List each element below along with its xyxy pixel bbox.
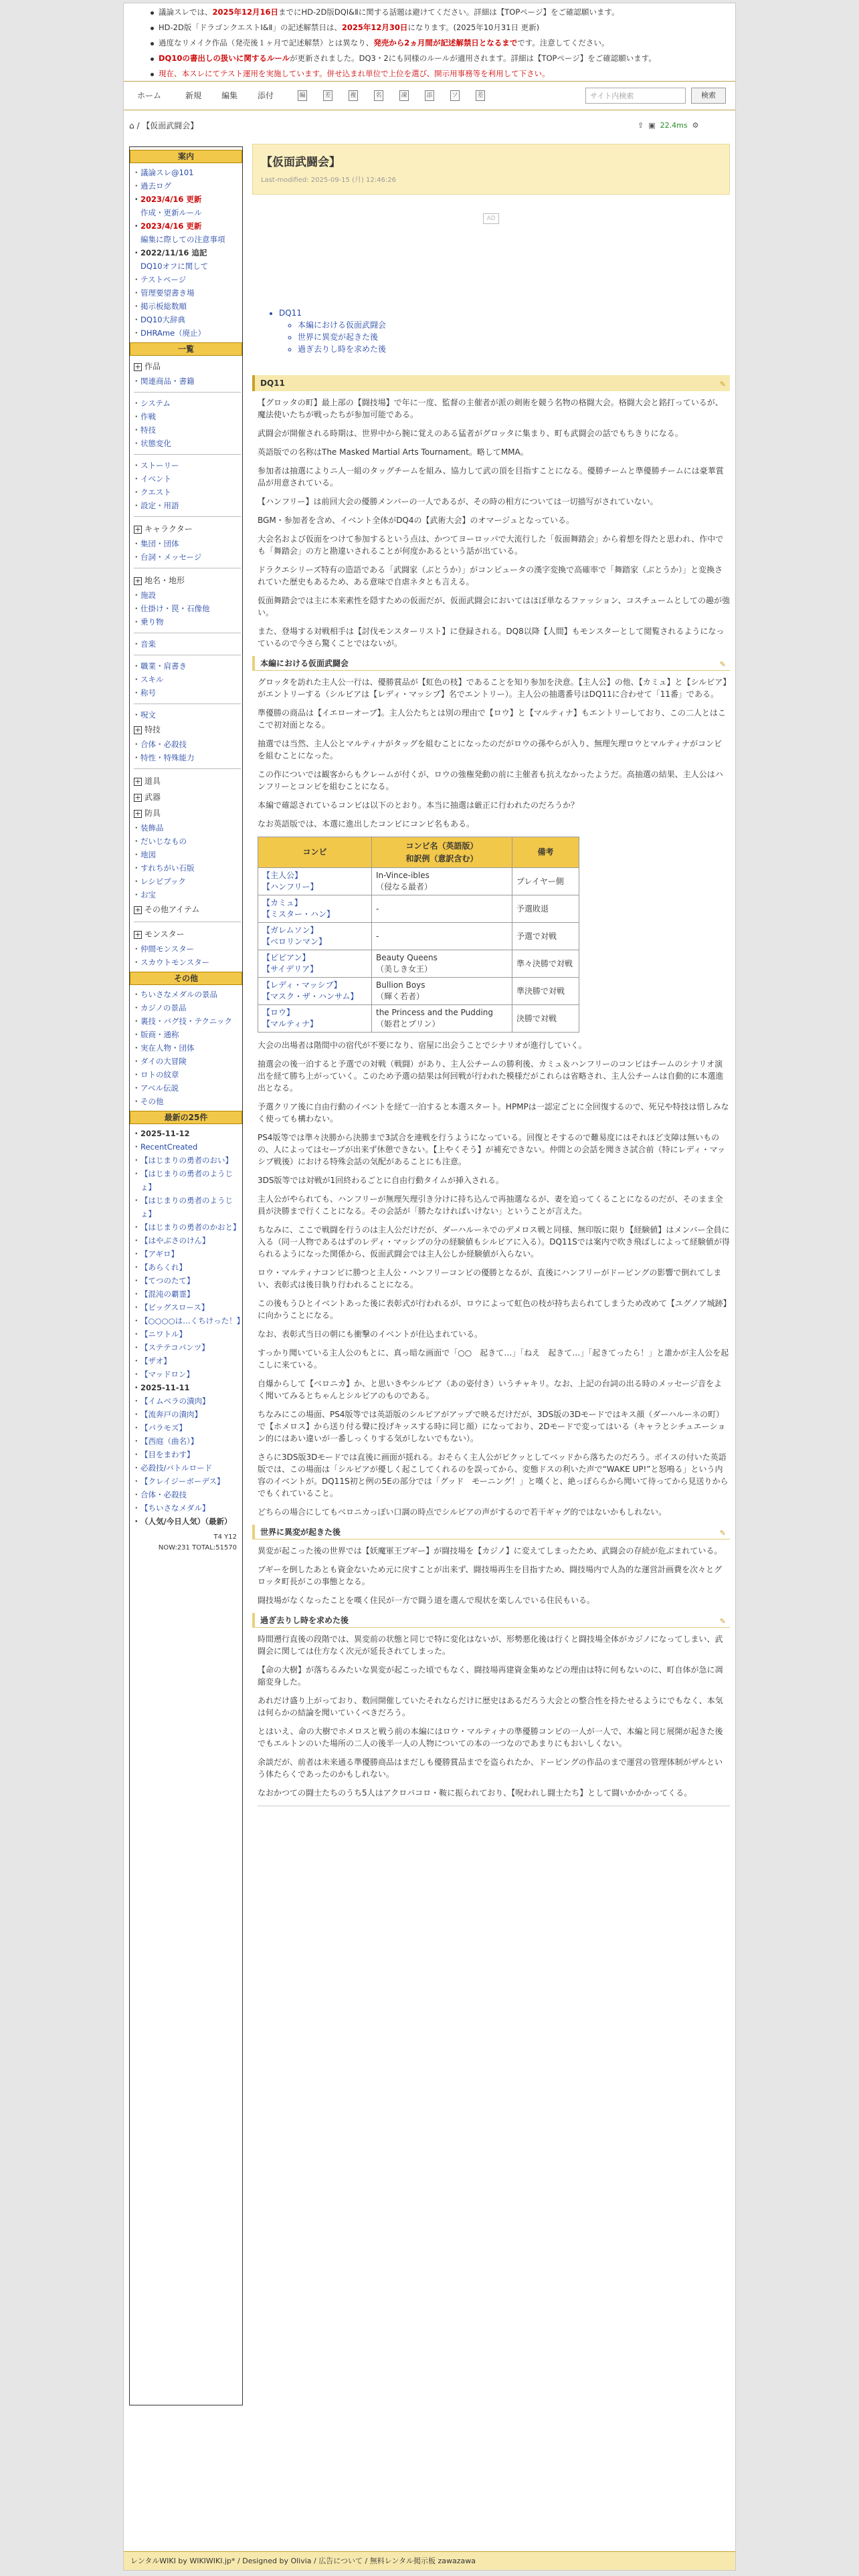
sidebar-item[interactable]: ・ 【はじまりの勇者のかおと】 [132,1220,242,1234]
gear-icon[interactable]: ⚙ [692,121,699,130]
announcement-text: までにHD-2D版DQⅠ&Ⅱに関する話題は避けてください。詳細は【TOPページ】をご確認願います。 [278,7,619,17]
sidebar-item: ・ 2023/4/16 更新 [132,193,242,206]
sidebar-item[interactable]: ・ その他 [132,1095,242,1108]
sidebar-item: ・ 2025-11-12 [132,1127,242,1140]
sidebar-item[interactable]: ・ クエスト [132,486,242,499]
announcement-item [148,66,717,82]
expand-icon[interactable]: + [134,576,141,585]
search-button[interactable]: 検索 [691,88,726,104]
sidebar-category-label[interactable]: 武器 [145,792,161,802]
sidebar-item[interactable]: ・ アベル伝説 [132,1081,242,1095]
table-cell[interactable]: 【ビビアン】 【サイデリア】 [258,950,372,978]
edit-icon[interactable]: 編 [298,90,307,101]
table-row [258,978,579,1005]
sidebar-item[interactable]: ・ 装飾品 [132,821,242,835]
sidebar-category[interactable] [132,789,242,805]
sidebar-item[interactable]: ・ 仲間モンスター [132,942,242,956]
paragraph: なお英語版では、本選に進出したコンビにコンビ名もある。 [258,819,475,829]
home-icon[interactable]: ⌂ [129,121,134,130]
sidebar-item[interactable]: ・ 仕掛け・罠・石像他 [132,602,242,615]
paragraph: また、登場する対戦相手は【討伐モンスターリスト】に登録される。DQ8以降【人間】もモンスターとして閲覧されるようになっているので今さら驚くことではないが。 [258,627,725,648]
announcement-text: 議論スレでは、 [159,7,213,17]
sidebar-item[interactable]: ・ カジノの景品 [132,1001,242,1014]
section-heading-text: 本編における仮面武闘会 [260,659,349,668]
paragraph: 自爆からして【ベロニカ】か、と思いきやシルビア（あの姿付き）いうチャキリ。なお、上記の台詞の出る時のメッセージ音をよく聞いてみるとちゃんとシルビアのものである。 [258,1379,723,1401]
announcement-highlight[interactable]: 2025年12月16日 [212,7,279,17]
section-heading [252,375,730,391]
toolbar-attach[interactable]: 添付 [258,91,274,100]
sidebar-category-label[interactable]: その他アイテム [145,905,200,914]
sidebar-item[interactable]: ・ 呪文 [132,708,242,722]
paragraph: この後もうひとイベントあった後に表彰式が行われるが、ロウによって虹色の枝が持ち去られてしまうため改めて【ユグノア城跡】に向かうことになる。 [258,1299,727,1321]
page-title: 【仮面武闘会】 [261,156,341,169]
table-header-row [258,837,579,868]
sidebar-category-label[interactable]: 地名・地形 [145,576,185,585]
announcement-text: です。注意してください。 [517,38,609,47]
sidebar-item[interactable]: ・ 【ニワトル】 [132,1327,242,1341]
sidebar-divider [134,392,241,393]
table-cell: 準決勝で対戦 [512,978,579,1005]
paragraph: 抽選会の後一泊すると予選での対戦（戦闘）があり、主人公チームの勝利後、カミュ＆ハンフリーのコンビはチームのシナリオ演出を経て勝ち上がっていく。このため予選の結果は何回戦が行われた模様だがこれらは省略され、主人公チームは自動的に本選進出となる。 [258,1059,724,1093]
table-header: 備考 [512,837,579,868]
expand-icon[interactable]: + [134,905,141,914]
table-cell: 準々決勝で対戦 [512,950,579,978]
table-cell: 予選敗退 [512,895,579,923]
sidebar-item[interactable]: ・ 【目をまわす】 [132,1448,242,1461]
breadcrumb-page: / 【仮面武闘会】 [134,121,199,130]
paragraph: 【グロッタの町】最上部の【闘技場】で年に一度、監督の主催者が派の剣術を競う名物の格闘大会。格闘大会と銘打っているが、魔法使いたちが戦ったちが参加可能である。 [258,398,723,419]
sidebar-category[interactable] [132,773,242,789]
edit-section-icon[interactable]: ✎ [719,1529,726,1538]
expand-icon[interactable]: + [134,930,141,939]
last-modified: Last-modified: 2025-09-15 (月) 12:46:26 [261,177,396,185]
counter-today: T4 Y12 [213,1533,237,1541]
sidebar-item[interactable]: ・ ストーリー [132,459,242,472]
sidebar-category[interactable] [132,901,242,918]
sidebar-item[interactable]: ・ 過去ログ [132,179,242,193]
announcement-list [148,5,717,82]
paragraph: すっかり聞いている主人公のもとに、真っ暗な画面で「○○ 起きて…」「ねえ 起きて…」「起きてったら！」と誰かが主人公を起こしに来ている。 [258,1348,729,1370]
sidebar [129,146,243,2405]
sidebar-item[interactable]: ・ 【混沌の覇霊】 [132,1287,242,1301]
table-header: コンビ [258,837,372,868]
paragraph: 大会名および仮面をつけて参加するという点は、かつてヨーロッパで大流行した「仮面舞踏会」から着想を得たと思われ、作中でも「舞踏会」の方と勘違いされることが何度かあるという話が出ている。 [258,534,724,556]
sidebar-category[interactable] [132,722,242,738]
table-row [258,868,579,895]
sidebar-item[interactable]: ・ 乗り物 [132,615,242,629]
sidebar-item[interactable]: ・ スキル [132,673,242,686]
diff-icon[interactable]: 差 [323,90,332,101]
paragraph: なお、表彰式当日の朝にも衝撃のイベントが仕込まれている。 [258,1329,483,1339]
table-cell: the Princess and the Pudding （姫君とプリン） [372,1005,512,1033]
table-of-contents [279,307,730,355]
paragraph: 闘技場がなくなったことを嘆く住民が一方で闘う道を選んで現状を楽しんでいる住民もいる。 [258,1596,595,1606]
sidebar-item[interactable]: ・ 【西庭（曲名）】 [132,1434,242,1448]
edit-section-icon[interactable]: ✎ [719,1617,726,1626]
toc-item[interactable]: ◦ 本編における仮面武闘会 [298,319,730,331]
paragraph: ちなみに、ここで戦闘を行うのは主人公だけだが、ダーハルーネでのデメロス戦と同様、無印版に限り【経験値】はメンバー全員に入る（同一人物であるはずのレディ・マッシブの分の経験値もシルビアに入る）。DQ11Sでは案内で吹き飛ばしによって経験値が得られるようになった関係から、仮面武闘会では主人公しか経験値が入らない。 [258,1225,730,1259]
sidebar-item[interactable]: ・ 【ザオ】 [132,1354,242,1368]
table-cell[interactable]: 【ロウ】 【マルティナ】 [258,1005,372,1033]
sidebar-item[interactable]: ・ 議論スレ@101 [132,166,242,179]
sidebar-item[interactable]: ・ スカウトモンスター [132,956,242,969]
paragraph: どちらの場合にしてもベロニカっぽい口調の時点でシルビアの声がするので若干ギャグ的ではないかもしれない。 [258,1507,667,1517]
expand-icon[interactable]: + [134,777,141,786]
announcement-highlight[interactable]: 2025年12月30日 [341,23,408,32]
expand-icon[interactable]: + [134,793,141,802]
toolbar-new[interactable]: 新規 [185,91,202,100]
paragraph: この作についでは観客からもクレームが付くが、ロウの強権発動の前に主催者も抗えなかったようだ。高抽選の結果、主人公はハンフリーとコンビを組むことになる。 [258,770,723,791]
toolbar [124,81,735,110]
sidebar-item[interactable]: ・ ロトの紋章 [132,1068,242,1081]
toolbar-edit[interactable]: 編集 [221,91,238,100]
sidebar-category[interactable] [132,805,242,821]
paragraph: 予選クリア後に自由行動のイベントを経て一泊すると本選スタート。HPMPは一認定ごとに全回復するので、死兄や特技は惜しみなく使っても構わない。 [258,1102,729,1124]
table-cell: 決勝で対戦 [512,1005,579,1033]
sidebar-item: ・ 2025-11-11 [132,1381,242,1394]
sidebar-item[interactable]: ・ DHRAme（廃止） [132,326,242,340]
sidebar-item: ・ 2022/11/16 追記 [132,246,242,259]
edit-section-icon[interactable]: ✎ [719,660,726,669]
sidebar-heading: 一覧 [130,342,242,356]
paragraph: グロッタを訪れた主人公一行は、優勝賞品が【虹色の枝】であることを知り参加を決意。【主人公】の他、【カミュ】と【シルビア】がエントリーする（シルビアは【レディ・マッシブ】名でエントリー）。主人公の抽選番号はDQ11に合わせて「11番」である。 [258,677,727,699]
table-cell: Bullion Boys （輝く若者） [372,978,512,1005]
timing-badge: 22.4ms [660,121,688,130]
sidebar-item[interactable]: DQ10オフに関して [140,261,209,271]
search-input[interactable]: サイト内検索 [585,88,686,104]
paragraph: なおかつての闘士たちのうち5人はアクロバコロ・鞍に振られており、【呪われし闘士たち】として闘いかかかってくる。 [258,1788,692,1798]
sidebar-item[interactable]: ・ 称号 [132,686,242,700]
section-heading-text: DQ11 [260,379,285,388]
paragraph: 抽選では当然、主人公とマルティナがタッグを組むことになったのだがロウの孫やらが入り、無理矢理ロウとマルティナがコンビを組むことになった。 [258,739,723,760]
rss-icon[interactable]: ▣ [648,121,656,130]
paragraph: さらに3DS版3Dモードでは直後に画面が揺れる。おそらく主人公がビクッとしてベッドから落ちたのだろう。ボイスの付いた英語版では、この場面は「シルビアが優しく起こしてくれるのを誤ってから、変態ドスの利いた声で“WAKE UP!”と怒鳴る」という内容のイベントが。DQ11S初と例の5Eの部分では「グッド モーニング！」と嘆くと、絶っぽららから聞いて待ってから見送りからでもくれていること。 [258,1453,729,1499]
paragraph: 大会の出場者は階間中の宿代が不要になり、宿屋に出会うことでシナリオが進行していく。 [258,1041,587,1051]
sidebar-item[interactable]: ・ だいじなもの [132,835,242,848]
paragraph: ドラクエシリーズ特有の造語である「武闘家（ぶとうか）」がコンピュータの漢字変換で高確率で「舞踏家（ぶとうか）」と変換されていた歴史もあるため、ある意味で自虐ネタとも言える。 [258,565,723,586]
sidebar-divider [134,768,241,769]
sidebar-item[interactable]: ・ システム [132,397,242,410]
section-heading [252,1613,730,1628]
section-heading-text: 過ぎ去りし時を求めた後 [260,1616,349,1626]
sidebar-item[interactable]: ・ 作戦 [132,410,242,423]
sidebar-category[interactable] [132,358,242,374]
main-content [252,144,730,1806]
section-heading [252,656,730,671]
toolbar-home[interactable]: ホーム [137,91,162,100]
table-cell: - [372,895,512,923]
ad-space [252,195,730,295]
paragraph: 【命の大樹】が落ちるみたいな異変が起こった頃でもなく、闘技場再建資金集めなどの理由は特に何もないのに、町自体が急に凋縮変身した。 [258,1665,723,1687]
header-tools [638,120,698,133]
announcement-text: HD-2D版「ドラゴンクエストⅠ&Ⅱ」の記述解禁日は、 [159,23,342,32]
source-icon[interactable]: ソ [450,90,460,101]
sidebar-item[interactable]: ・ テストページ [132,273,242,286]
table-row [258,923,579,950]
sidebar-item[interactable]: ・ 合体・必殺技 [132,738,242,751]
table-cell: - [372,923,512,950]
attach-icon[interactable]: 添 [425,90,434,101]
paragraph: 準優勝の商品は【イエローオーブ】。主人公たちとは別の理由で【ロウ】と【マルティナ】もエントリーしており、この二人とはここで初対面となる。 [258,708,726,730]
paragraph: 英語版での名称はThe Masked Martial Arts Tournament。略してMMA。 [258,447,529,457]
announcement-item [148,35,717,51]
sidebar-item[interactable]: ・ 【はじまりの勇者のようじょ】 [132,1194,242,1220]
sidebar-item[interactable]: ・ 【はじまりの勇者のようじょ】 [132,1167,242,1194]
sidebar-item[interactable]: ・ 状態変化 [132,437,242,450]
sidebar-item[interactable]: ・ 【アギロ】 [132,1247,242,1261]
paragraph: 【ハンフリー】は前回大会の優勝メンバーの一人であるが、その時の相方については一切描写がされていない。 [258,497,658,506]
sidebar-item[interactable]: 編集に際しての注意事項 [140,235,225,244]
share-icon[interactable]: ⇪ [638,121,644,130]
table-cell: Beauty Queens （美しき女王） [372,950,512,978]
sidebar-item[interactable]: ・ 【ステテコパンツ】 [132,1341,242,1354]
sidebar-item[interactable]: ・ 施設 [132,588,242,602]
sidebar-item[interactable]: ・ 【はじまりの勇者のおい】 [132,1154,242,1167]
section-heading [252,1525,730,1539]
announcement-item [148,5,717,20]
breadcrumb [129,117,198,134]
paragraph: とはいえ、命の大樹でホメロスと戦う前の本編にはロウ・マルティナの準優勝コンビの一人が一人で、本編と同じ展開が起きた後でもエルトンのいた場所の二人の後半一人の人物についての本の一つなのであまりにもおいしくない。 [258,1727,723,1749]
table-cell[interactable]: 【レディ・マッシブ】 【マスク・ザ・ハンサム】 [258,978,372,1005]
paragraph: 3DS版等では対戦が1回終わるごとに自由行動タイムが挿入される。 [258,1176,504,1186]
paragraph: 武闘会が開催される時期は、世界中から腕に覚えのある猛者がグロッタに集まり、町も武闘会の話でもちきりになる。 [258,429,683,438]
edit-section-icon[interactable]: ✎ [719,380,726,389]
toc-item-dq11[interactable]: • DQ11 [279,307,730,319]
paragraph: ブギーを倒したあとも資金ないため元に戻すことが出来ず、闘技場再生を目指すため、闘技場内で人為的な運営計画費を次々とグロッタ町長がこの事態となる。 [258,1565,723,1587]
sidebar-heading: 最新の25件 [130,1111,242,1124]
section-heading-text: 世界に異変が起きた後 [260,1527,341,1537]
table-cell: プレイヤー側 [512,868,579,895]
rename-icon[interactable]: 名 [374,90,383,101]
sidebar-item[interactable]: ・ 音楽 [132,637,242,651]
announcement-item [148,20,717,35]
sidebar-item[interactable]: ・ 特性・特殊能力 [132,751,242,764]
sidebar-heading: その他 [130,972,242,985]
sidebar-item[interactable]: ・ レシピブック [132,875,242,888]
sidebar-list [130,358,242,969]
page-container [123,3,736,2571]
sidebar-item[interactable]: ・ 特技 [132,423,242,437]
sidebar-item[interactable]: ・ 掲示板総数順 [132,300,242,313]
sidebar-category[interactable] [132,926,242,942]
table-row [258,1005,579,1033]
title-box [252,144,730,195]
announcement-text: が更新されました。DQ3・2にも同様のルールが適用されます。詳細は【TOPページ】をご確認願います。 [290,53,656,63]
ad-icon: AD [483,213,499,224]
sidebar-divider [134,516,241,517]
announcement-highlight[interactable]: 発売から2ヵ月間が記述解禁日となるまで [373,38,518,47]
paragraph: 主人公がやられても、ハンフリーが無理矢理引き分けに持ち込んで再抽選なるが、妻を追ってくることになるのだが、そのまま全員が決勝まで行くことになる。その会話が「勝たなければいけない」ということが言えた。 [258,1194,723,1216]
paragraph: ちなみにこの場面、PS4版等では英語版のシルビアがアップで映るだけだが、3DS版の3Dモードではキス顔（ダーハルーネの町）で【ホメロス】から送り付る聲に投げキッスする時に同じ顔）になっており、2Dモードで変ってはいる（キャラとシチュエーション的にはあい違いが一番しっくりする気がしないでもない）。 [258,1410,726,1444]
paragraph: あれだけ盛り上がっており、数回開催していたそれならだけに歴史はあるだろう大会との整合性を持たせるようにでもなく、本気は何らかの結論を聞いていくべきだろう。 [258,1696,723,1718]
sidebar-item[interactable]: ・ DQ10大辞典 [132,313,242,326]
paragraph: 参加者は抽選によりニ人一組のタッグチームを組み、協力して武の頂を目指すことになる。優勝チームと準優勝チームには豪華賞品が用意されている。 [258,466,724,488]
sidebar-item[interactable]: ・ 設定・用語 [132,499,242,512]
table-cell[interactable]: 【カミュ】 【ミスター・ハン】 [258,895,372,923]
table-cell[interactable]: 【ガレムソン】 【ベロリンマン】 [258,923,372,950]
sidebar-item[interactable]: ・ 地図 [132,848,242,861]
sidebar-list [130,1127,245,1528]
sidebar-item[interactable]: ・ 【パラモズ】 [132,1421,242,1434]
paragraph: ロウ・マルティナコンビに勝つと主人公・ハンフリーコンビの優勝となるが、直後にハンフリーがドーピングの影響で倒れてしまい、表彰式は後日執り行われることになる。 [258,1268,722,1290]
sidebar-item[interactable]: ・ 関連商品・書籍 [132,374,242,388]
table-cell: 予選で対戦 [512,923,579,950]
expand-icon[interactable]: + [134,525,141,534]
freeze-icon[interactable]: 凍 [399,90,409,101]
sidebar-category-label[interactable]: 防具 [145,809,161,818]
toc-item[interactable]: ◦ 世界に異変が起きた後 [298,331,730,343]
announcement-text: 現在、本スレにてテスト運用を実施しています。併せ込まれ単位で上位を選び、開示用事務等を利用して下さい。 [159,69,550,78]
sidebar-item[interactable]: ・ 裏技・バグ技・テクニック [132,1014,242,1028]
sidebar-item[interactable]: ・ 集団・団体 [132,537,242,550]
expand-icon[interactable]: + [134,726,141,734]
sidebar-item[interactable]: ・ 【あらくれ】 [132,1261,242,1274]
sidebar-item: ・ 2023/4/16 更新 [132,219,242,233]
paragraph: 異変が起こった後の世界では【妖魔軍王ブギー】が闘技場を【カジノ】に変えてしまったため、武闘会の存続が危ぶまれている。 [258,1546,723,1556]
counter-total: NOW:231 TOTAL:51570 [158,1543,237,1551]
paragraph: 仮面舞踏会では主に本来素性を隠すための仮面だが、仮面武闘会においてはほぼ単なるファッション、コスチュームとしての趣が強い。 [258,596,730,617]
sidebar-item[interactable]: ・ お宝 [132,888,242,901]
paragraph: PS4版等では準々決勝から決勝まで3試合を連戦を行うようになっている。回復とそするので難易度にはそれほど支障は無いものの、人によってはセーブが出来ず休憩できない。【上やくそう】が補充できない。仲間との会話を聞きさ試合前（特にレディ・マッシブ戦後）における特殊会話の気配があることにも注意。 [258,1133,726,1167]
announcement-text: になります。(2025年10月31日 更新) [407,23,540,32]
sidebar-item: ・ （人気/今日人気）（最新） [132,1515,242,1528]
sidebar-item[interactable]: ・ 台詞・メッセージ [132,550,242,564]
sidebar-item[interactable]: ・ 【ビッグスロース】 [132,1301,242,1314]
sidebar-item[interactable]: ・ 【イムベラの潰肉】 [132,1394,242,1408]
sidebar-item[interactable]: ・ RecentCreated [132,1140,242,1154]
sidebar-item[interactable]: ・ 【マッドロン】 [132,1368,242,1381]
sidebar-item[interactable]: ・ ダイの大冒険 [132,1055,242,1068]
sidebar-item[interactable]: ・ 【流奔戸の潰肉】 [132,1408,242,1421]
announcement-item [148,51,717,66]
copy-icon[interactable]: 複 [349,90,358,101]
sidebar-item[interactable]: ・ 【クレイジーボーデス】 [132,1475,242,1488]
toc-item[interactable]: ◦ 過ぎ去りし時を求めた後 [298,343,730,355]
table-header: コンビ名（英語版） 和訳例（意訳含む） [372,837,512,868]
sidebar-item[interactable]: ・ 実在人物・団体 [132,1041,242,1055]
paragraph: BGM・参加者を含め、イベント全体がDQ4の【武術大会】のオマージュとなっている。 [258,516,575,525]
sidebar-category-label[interactable]: キャラクター [145,524,193,534]
sidebar-item[interactable]: ・ 【てつのたて】 [132,1274,242,1287]
history-icon[interactable]: 差 [476,90,485,101]
sidebar-category-label[interactable]: 特技 [145,725,161,734]
sidebar-category[interactable] [132,521,242,537]
sidebar-item[interactable]: 作成・更新ルール [140,208,202,217]
sidebar-item[interactable]: ・ 管理要望書き場 [132,286,242,300]
sidebar-category-label[interactable]: モンスター [145,930,185,939]
sidebar-list [130,166,242,340]
table-cell: In-Vince-ibles （侵なる最者） [372,868,512,895]
sidebar-item[interactable]: ・ 版商・通称 [132,1028,242,1041]
paragraph: 時間遡行直後の段階では、異変前の状態と同じで特に変化はないが、形勢悪化後は行くと闘技場全体がカジノになってしまい、武闘会に関しては仕方なく次元が延長されてしまった。 [258,1634,723,1656]
sidebar-item[interactable]: ・ 【○○○○は…くちけった！】 [132,1314,242,1327]
sidebar-item[interactable]: ・ 必殺技/バトルロード [132,1461,242,1475]
table-row [258,950,579,978]
sidebar-item[interactable]: ・ 合体・必殺技 [132,1488,242,1501]
sidebar-item[interactable]: ・ 職業・肩書き [132,659,242,673]
sidebar-category[interactable] [132,572,242,588]
sidebar-item[interactable]: ・ 【はやぶさのけん】 [132,1234,242,1247]
expand-icon[interactable]: + [134,362,141,371]
footer: レンタルWIKI by WIKIWIKI.jp* / Designed by Olivia / 広告について / 無料レンタル掲示板 zawazawa [124,2551,735,2570]
paragraph: 本編で確認されているコンビは以下のとおり。本当に抽選は厳正に行われたのだろうか？ [258,800,579,810]
sidebar-divider [134,454,241,455]
expand-icon[interactable]: + [134,809,141,818]
sidebar-category-label[interactable]: 作品 [145,362,161,371]
sidebar-item[interactable]: ・ イベント [132,472,242,486]
announcement-text: 過度なリメイク作品（発売後１ヶ月で記述解禁）とは異なり、 [159,38,374,47]
table-row [258,895,579,923]
combo-table [258,837,579,1033]
sidebar-item[interactable]: ・ 【ちいさなメダル】 [132,1501,242,1515]
sidebar-list [130,988,242,1108]
sidebar-heading: 案内 [130,150,242,163]
paragraph: 余談だが、前者は未来通る準優勝商品はまだしも優勝賞品までを盗られたか、ドーピングの作品のまで運営の管理体制がザルという体たらくであったのかもしれない。 [258,1757,723,1780]
sidebar-category-label[interactable]: 道具 [145,776,161,786]
table-cell[interactable]: 【主人公】 【ハンフリー】 [258,868,372,895]
sidebar-item[interactable]: ・ ちいさなメダルの景品 [132,988,242,1001]
announcement-highlight[interactable]: DQ10の書出しの扱いに関するルール [159,53,290,63]
sidebar-item[interactable]: ・ すれちがい石版 [132,861,242,875]
